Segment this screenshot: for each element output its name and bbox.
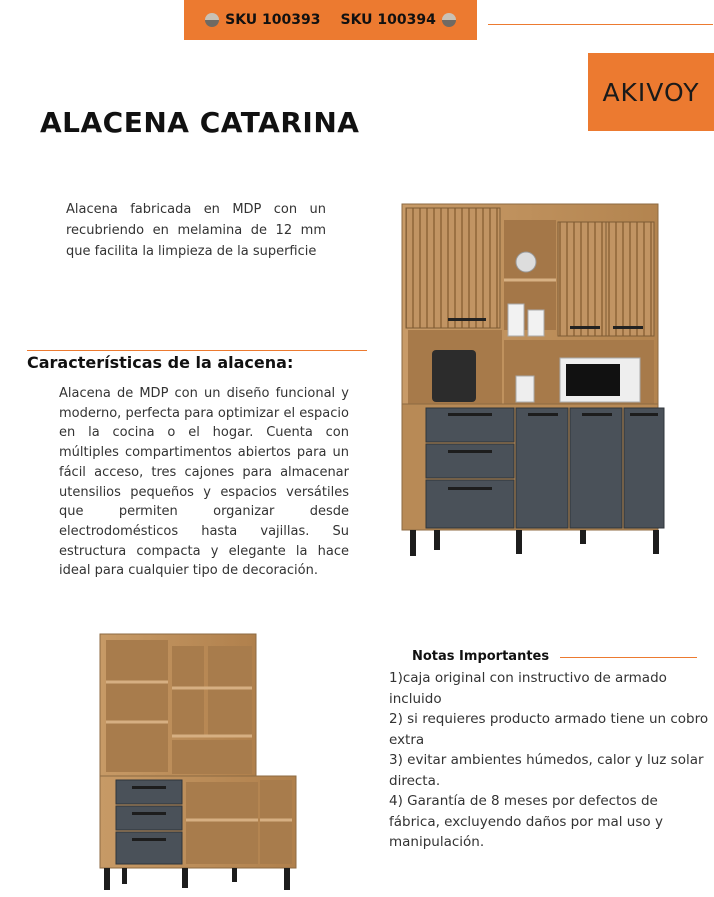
sku-2: SKU 100394 xyxy=(340,12,436,28)
notes-divider xyxy=(560,657,697,658)
cabinet-photo-front xyxy=(398,200,678,565)
notes-list xyxy=(389,668,709,853)
note-item: 2) si requieres producto armado tiene un cobro extra xyxy=(389,711,709,748)
note-item: 3) evitar ambientes húmedos, calor y luz solar directa. xyxy=(389,752,704,789)
intro-text: Alacena fabricada en MDP con un recubriendo en melamina de 12 mm que facilita la limpieza de la superficie xyxy=(66,202,326,259)
features-text: Alacena de MDP con un diseño funcional y moderno, perfecta para optimizar el espacio en la cocina o el hogar. Cuenta con múltiples compartimentos abiertos para un fácil acceso, tres cajones para almacenar utensilios pequeños y espacios versátiles que permiten organizar desde electrodomésticos hasta vajillas. Su estructura compacta y elegante la hace ideal para cualquier tipo de decoración. xyxy=(59,386,349,579)
features-heading: Características de la alacena: xyxy=(27,353,294,372)
cabinet-photo-open xyxy=(96,630,301,895)
brand-name: AKIVOY xyxy=(602,77,700,107)
sku-dot-icon xyxy=(205,13,219,27)
notes-heading: Notas Importantes xyxy=(412,649,550,664)
sku-bar xyxy=(184,0,477,40)
note-item: 4) Garantía de 8 meses por defectos de fábrica, excluyendo daños por mal uso y manipulación. xyxy=(389,793,663,850)
page-title: ALACENA CATARINA xyxy=(40,106,360,139)
sku-1: SKU 100393 xyxy=(225,12,321,28)
brand-logo xyxy=(588,53,714,131)
header-divider xyxy=(488,24,713,25)
note-item: 1)caja original con instructivo de armado incluido xyxy=(389,670,667,707)
sku-dot-icon xyxy=(442,13,456,27)
features-divider xyxy=(27,350,367,351)
